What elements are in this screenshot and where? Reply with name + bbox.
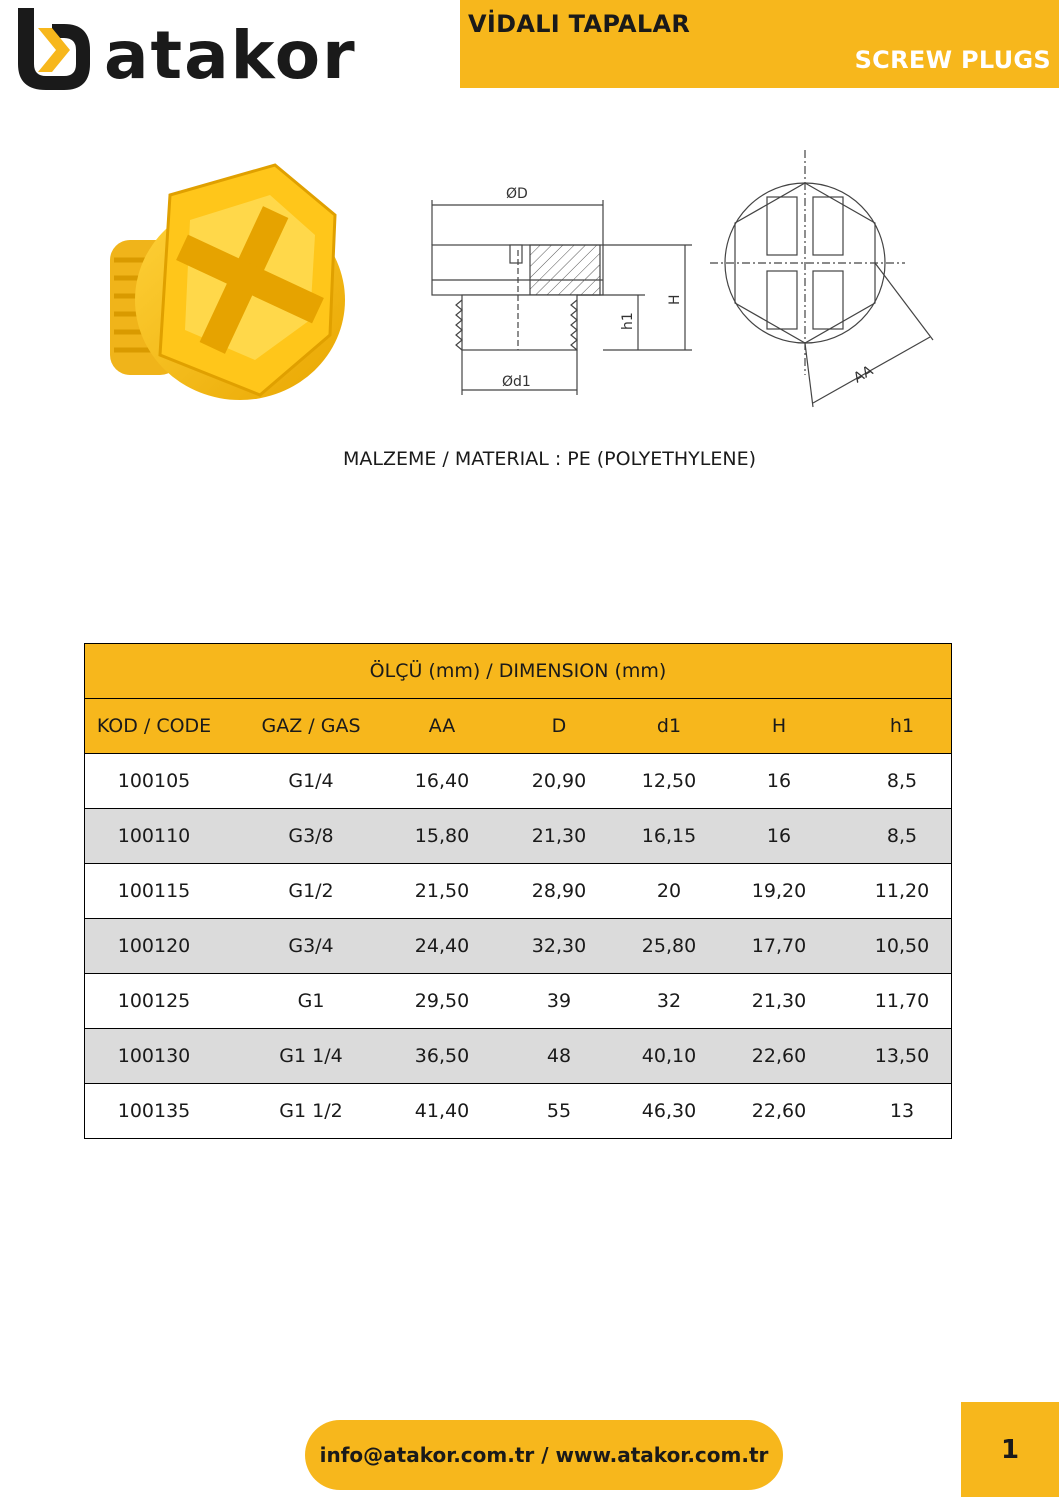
cell-gas: G1/2: [223, 864, 399, 919]
cell-code: 100115: [85, 864, 224, 919]
cell-d: 48: [485, 1029, 633, 1084]
cell-code: 100120: [85, 919, 224, 974]
cell-code: 100125: [85, 974, 224, 1029]
cell-d: 55: [485, 1084, 633, 1139]
table-title: ÖLÇÜ (mm) / DIMENSION (mm): [85, 644, 952, 699]
cell-gas: G1 1/2: [223, 1084, 399, 1139]
dimension-table: [84, 643, 952, 1139]
label-d1: Ød1: [502, 374, 531, 390]
table-row: [85, 919, 952, 974]
page-number: 1: [961, 1402, 1059, 1497]
col-header-d: D: [485, 699, 633, 754]
cell-aa: 21,50: [399, 864, 485, 919]
cell-d: 20,90: [485, 754, 633, 809]
cell-h: 17,70: [705, 919, 853, 974]
cell-h: 22,60: [705, 1084, 853, 1139]
cell-code: 100135: [85, 1084, 224, 1139]
logo-mark-icon: [18, 8, 90, 90]
cell-h1: 11,20: [853, 864, 952, 919]
cell-h1: 10,50: [853, 919, 952, 974]
cell-d1: 12,50: [633, 754, 705, 809]
cell-code: 100110: [85, 809, 224, 864]
cell-h1: 8,5: [853, 754, 952, 809]
table-row: [85, 1029, 952, 1084]
table-row: [85, 809, 952, 864]
table-header-row: [85, 699, 952, 754]
cell-gas: G1 1/4: [223, 1029, 399, 1084]
table-row: [85, 974, 952, 1029]
cell-aa: 36,50: [399, 1029, 485, 1084]
cell-h: 16: [705, 809, 853, 864]
cell-d1: 40,10: [633, 1029, 705, 1084]
label-D: ØD: [506, 186, 528, 202]
cell-d1: 25,80: [633, 919, 705, 974]
cell-d: 21,30: [485, 809, 633, 864]
cell-h: 16: [705, 754, 853, 809]
cell-h1: 13: [853, 1084, 952, 1139]
table-row: [85, 1084, 952, 1139]
label-AA: AA: [851, 362, 876, 387]
cell-h1: 11,70: [853, 974, 952, 1029]
cell-h1: 8,5: [853, 809, 952, 864]
col-header-aa: AA: [399, 699, 485, 754]
cell-d: 28,90: [485, 864, 633, 919]
top-view-drawing: [705, 145, 945, 420]
material-line: MALZEME / MATERIAL : PE (POLYETHYLENE): [343, 448, 756, 470]
footer-contact[interactable]: info@atakor.com.tr / www.atakor.com.tr: [305, 1420, 783, 1490]
cell-h: 19,20: [705, 864, 853, 919]
cell-h: 21,30: [705, 974, 853, 1029]
table-row: [85, 754, 952, 809]
cell-d1: 20: [633, 864, 705, 919]
cell-d: 39: [485, 974, 633, 1029]
side-section-drawing: [420, 150, 700, 420]
col-header-gas: GAZ / GAS: [223, 699, 399, 754]
cell-aa: 29,50: [399, 974, 485, 1029]
cell-code: 100130: [85, 1029, 224, 1084]
cell-h1: 13,50: [853, 1029, 952, 1084]
header-title-en: SCREW PLUGS: [854, 46, 1051, 74]
cell-gas: G1: [223, 974, 399, 1029]
cell-d1: 32: [633, 974, 705, 1029]
product-photo: [100, 160, 350, 410]
cell-h: 22,60: [705, 1029, 853, 1084]
cell-d1: 16,15: [633, 809, 705, 864]
atakor-logo: [12, 6, 372, 94]
header-band: [460, 0, 1059, 88]
header-title-tr: VİDALI TAPALAR: [468, 10, 691, 38]
table-row: [85, 864, 952, 919]
label-H: H: [667, 294, 683, 305]
cell-gas: G3/8: [223, 809, 399, 864]
cell-aa: 15,80: [399, 809, 485, 864]
cell-d1: 46,30: [633, 1084, 705, 1139]
logo-wordmark: atakor: [104, 17, 357, 94]
label-h1: h1: [620, 312, 636, 330]
col-header-h: H: [705, 699, 853, 754]
col-header-code: KOD / CODE: [85, 699, 224, 754]
cell-aa: 16,40: [399, 754, 485, 809]
col-header-d1: d1: [633, 699, 705, 754]
cell-gas: G3/4: [223, 919, 399, 974]
col-header-h1: h1: [853, 699, 952, 754]
cell-d: 32,30: [485, 919, 633, 974]
cell-aa: 24,40: [399, 919, 485, 974]
cell-aa: 41,40: [399, 1084, 485, 1139]
cell-gas: G1/4: [223, 754, 399, 809]
cell-code: 100105: [85, 754, 224, 809]
